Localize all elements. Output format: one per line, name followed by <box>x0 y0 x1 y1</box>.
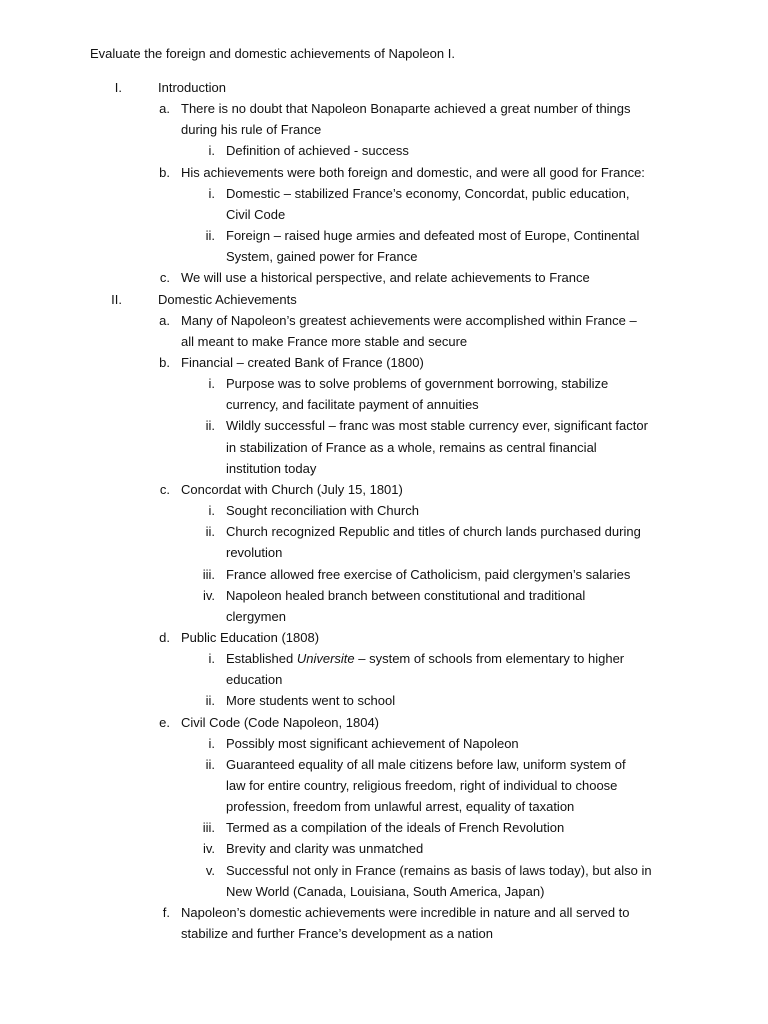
outline-text <box>226 754 626 775</box>
outline-text-part: stabilize and further France’s development as a nation <box>181 926 493 941</box>
outline-emphasis: Universite <box>296 651 355 666</box>
outline-text <box>158 289 297 310</box>
outline-text-part: Domestic – stabilized France’s economy, Concordat, public education, <box>226 185 630 201</box>
outline-text-part: Sought reconciliation with Church <box>226 503 419 518</box>
outline-line <box>0 98 768 119</box>
outline-line <box>0 585 768 606</box>
outline-text <box>181 627 319 648</box>
outline-text-part: Guaranteed equality of all male citizens before law, uniform system of <box>226 756 626 772</box>
outline-marker: a. <box>159 101 170 117</box>
outline-text-part: There is no doubt that Napoleon Bonaparte achieved a great number of things <box>181 101 631 117</box>
outline-text <box>226 796 574 817</box>
outline-text <box>158 77 226 98</box>
outline-text <box>181 923 493 944</box>
outline-text <box>181 712 379 733</box>
outline-text-part: Civil Code (Code Napoleon, 1804) <box>181 714 380 730</box>
outline-text-part: Successful not only in France (remains as basis of laws today), but also in <box>226 862 652 878</box>
outline-text <box>226 394 479 415</box>
outline-line <box>0 310 768 331</box>
outline-text <box>226 881 544 902</box>
outline-line <box>0 289 768 310</box>
outline-line <box>0 352 768 373</box>
outline-text <box>181 98 631 119</box>
outline-text-part: clergymen <box>226 608 286 624</box>
outline-marker: ii. <box>205 756 215 772</box>
outline-text <box>226 838 423 859</box>
outline-text-part: Napoleon’s domestic achievements were incredible in nature and all served to <box>181 904 630 920</box>
outline-text <box>226 648 624 669</box>
outline-text <box>226 246 417 267</box>
outline-marker: ii. <box>205 418 215 434</box>
outline-marker: iv. <box>202 841 215 857</box>
outline-marker: I. <box>114 80 122 95</box>
outline-line <box>0 331 768 352</box>
outline-text-part: Financial – created Bank of France (1800) <box>181 354 424 370</box>
outline-line <box>0 140 768 161</box>
outline-line <box>0 225 768 246</box>
outline-text-part: We will use a historical perspective, and relate achievements to France <box>181 270 590 286</box>
outline-text-part: law for entire country, religious freedom, right of individual to choose <box>226 777 618 793</box>
outline-text-part: all meant to make France more stable and secure <box>181 333 468 349</box>
outline-line <box>0 669 768 690</box>
outline-text-part: Church recognized Republic and titles of church lands purchased during <box>226 524 641 540</box>
outline-line <box>0 902 768 923</box>
outline-marker: c. <box>159 270 170 286</box>
outline-line <box>0 267 768 288</box>
outline-text <box>226 585 585 606</box>
outline-line <box>0 690 768 711</box>
outline-text <box>226 733 519 754</box>
outline-text-part: education <box>226 672 283 688</box>
outline-text-part: Foreign – raised huge armies and defeated most of Europe, Continental <box>226 228 640 243</box>
outline-text-part: Civil Code <box>226 206 286 222</box>
outline-line <box>0 415 768 436</box>
outline-text-part: Public Education (1808) <box>181 629 320 645</box>
outline-line <box>0 458 768 479</box>
outline-text-part: Concordat with Church (July 15, 1801) <box>181 481 403 497</box>
outline-text-part: Definition of achieved - success <box>226 143 409 159</box>
outline-text-part: Established <box>226 651 297 666</box>
outline-marker: i. <box>208 503 215 518</box>
outline-text-part: System, gained power for France <box>226 249 418 265</box>
outline-marker: i. <box>208 143 215 159</box>
outline-text-part: Domestic Achievements <box>158 291 297 307</box>
outline-line <box>0 119 768 140</box>
outline-line <box>0 246 768 267</box>
outline-text-part: institution today <box>226 460 317 476</box>
document-title-line <box>0 43 768 64</box>
document-title: Evaluate the foreign and domestic achievements of Napoleon I. <box>90 46 455 61</box>
outline-line <box>0 817 768 838</box>
outline-line <box>0 860 768 881</box>
outline-line <box>0 923 768 944</box>
outline-text-part: Brevity and clarity was unmatched <box>226 841 424 857</box>
outline-text <box>181 902 630 923</box>
outline-text <box>226 817 564 838</box>
outline-marker: f. <box>162 904 170 920</box>
outline-text <box>226 500 419 521</box>
outline-line <box>0 606 768 627</box>
outline-text <box>226 690 395 711</box>
outline-text-part: New World (Canada, Louisiana, South America, Japan) <box>226 883 545 899</box>
outline-marker: c. <box>159 481 170 497</box>
outline-text <box>226 204 285 225</box>
outline-text <box>226 542 282 563</box>
outline-marker: b. <box>159 354 170 370</box>
outline-text <box>181 267 590 288</box>
outline-text <box>226 373 608 394</box>
outline-text-part: Termed as a compilation of the ideals of French Revolution <box>226 820 565 836</box>
outline-text-part: Napoleon healed branch between constitutional and traditional <box>226 587 586 603</box>
outline-marker: iii. <box>202 820 215 836</box>
outline-line <box>0 754 768 775</box>
outline-line <box>0 521 768 542</box>
outline-line <box>0 881 768 902</box>
outline-marker: ii. <box>205 693 215 709</box>
outline-marker: i. <box>208 376 215 392</box>
outline-text <box>181 119 321 140</box>
outline-text <box>181 162 645 183</box>
outline-text-part: – system of schools from elementary to higher <box>354 651 625 666</box>
outline-marker: i. <box>208 185 215 201</box>
outline-line <box>0 162 768 183</box>
outline-text <box>226 775 617 796</box>
outline-line <box>0 733 768 754</box>
outline-text <box>226 521 641 542</box>
outline-line <box>0 838 768 859</box>
outline-text <box>181 479 403 500</box>
outline-marker: v. <box>205 862 215 878</box>
outline-line <box>0 648 768 669</box>
outline-marker: b. <box>159 164 170 180</box>
outline-text <box>226 140 409 161</box>
outline-text <box>226 606 286 627</box>
outline-text-part: France allowed free exercise of Catholicism, paid clergymen’s salaries <box>226 566 631 582</box>
outline-line <box>0 564 768 585</box>
outline-marker: ii. <box>205 524 215 540</box>
outline-text <box>226 669 282 690</box>
outline-line <box>0 204 768 225</box>
outline-text <box>181 352 424 373</box>
outline-marker: d. <box>159 629 170 645</box>
outline-marker: iv. <box>202 587 215 603</box>
outline-text-part: during his rule of France <box>181 122 322 138</box>
outline-line <box>0 479 768 500</box>
outline-line <box>0 437 768 458</box>
outline-line <box>0 394 768 415</box>
outline-line <box>0 183 768 204</box>
outline-line <box>0 500 768 521</box>
outline-text-part: revolution <box>226 545 283 561</box>
outline-marker: ii. <box>205 228 215 243</box>
outline-line <box>0 542 768 563</box>
outline-text-part: profession, freedom from unlawful arrest, equality of taxation <box>226 799 575 815</box>
outline-line <box>0 77 768 98</box>
outline-marker: i. <box>208 735 215 751</box>
outline-text <box>226 225 639 246</box>
outline-text-part: Introduction <box>158 80 226 95</box>
outline-text <box>226 458 316 479</box>
outline-text-part: currency, and facilitate payment of annuities <box>226 397 479 413</box>
outline-text <box>181 310 637 331</box>
outline-text-part: His achievements were both foreign and domestic, and were all good for France: <box>181 164 645 180</box>
outline-marker: a. <box>159 312 170 328</box>
outline-line <box>0 775 768 796</box>
outline-text-part: More students went to school <box>226 693 396 709</box>
outline-text <box>226 437 597 458</box>
outline-text-part: Many of Napoleon’s greatest achievements were accomplished within France – <box>181 312 637 328</box>
outline-marker: e. <box>159 714 170 730</box>
outline-text <box>226 860 652 881</box>
outline-text-part: Possibly most significant achievement of Napoleon <box>226 735 519 751</box>
outline-line <box>0 373 768 394</box>
outline-line <box>0 712 768 733</box>
outline-marker: II. <box>111 291 122 307</box>
outline-marker: iii. <box>202 566 215 582</box>
outline-line <box>0 627 768 648</box>
outline-line <box>0 796 768 817</box>
outline-text-part: in stabilization of France as a whole, remains as central financial <box>226 439 597 455</box>
outline-text <box>226 564 630 585</box>
outline-text <box>181 331 467 352</box>
outline-text <box>226 415 648 436</box>
outline-text <box>226 183 629 204</box>
outline-text-part: Wildly successful – franc was most stable currency ever, significant factor <box>226 418 648 434</box>
outline-marker: i. <box>208 651 215 666</box>
outline-text-part: Purpose was to solve problems of government borrowing, stabilize <box>226 376 609 392</box>
